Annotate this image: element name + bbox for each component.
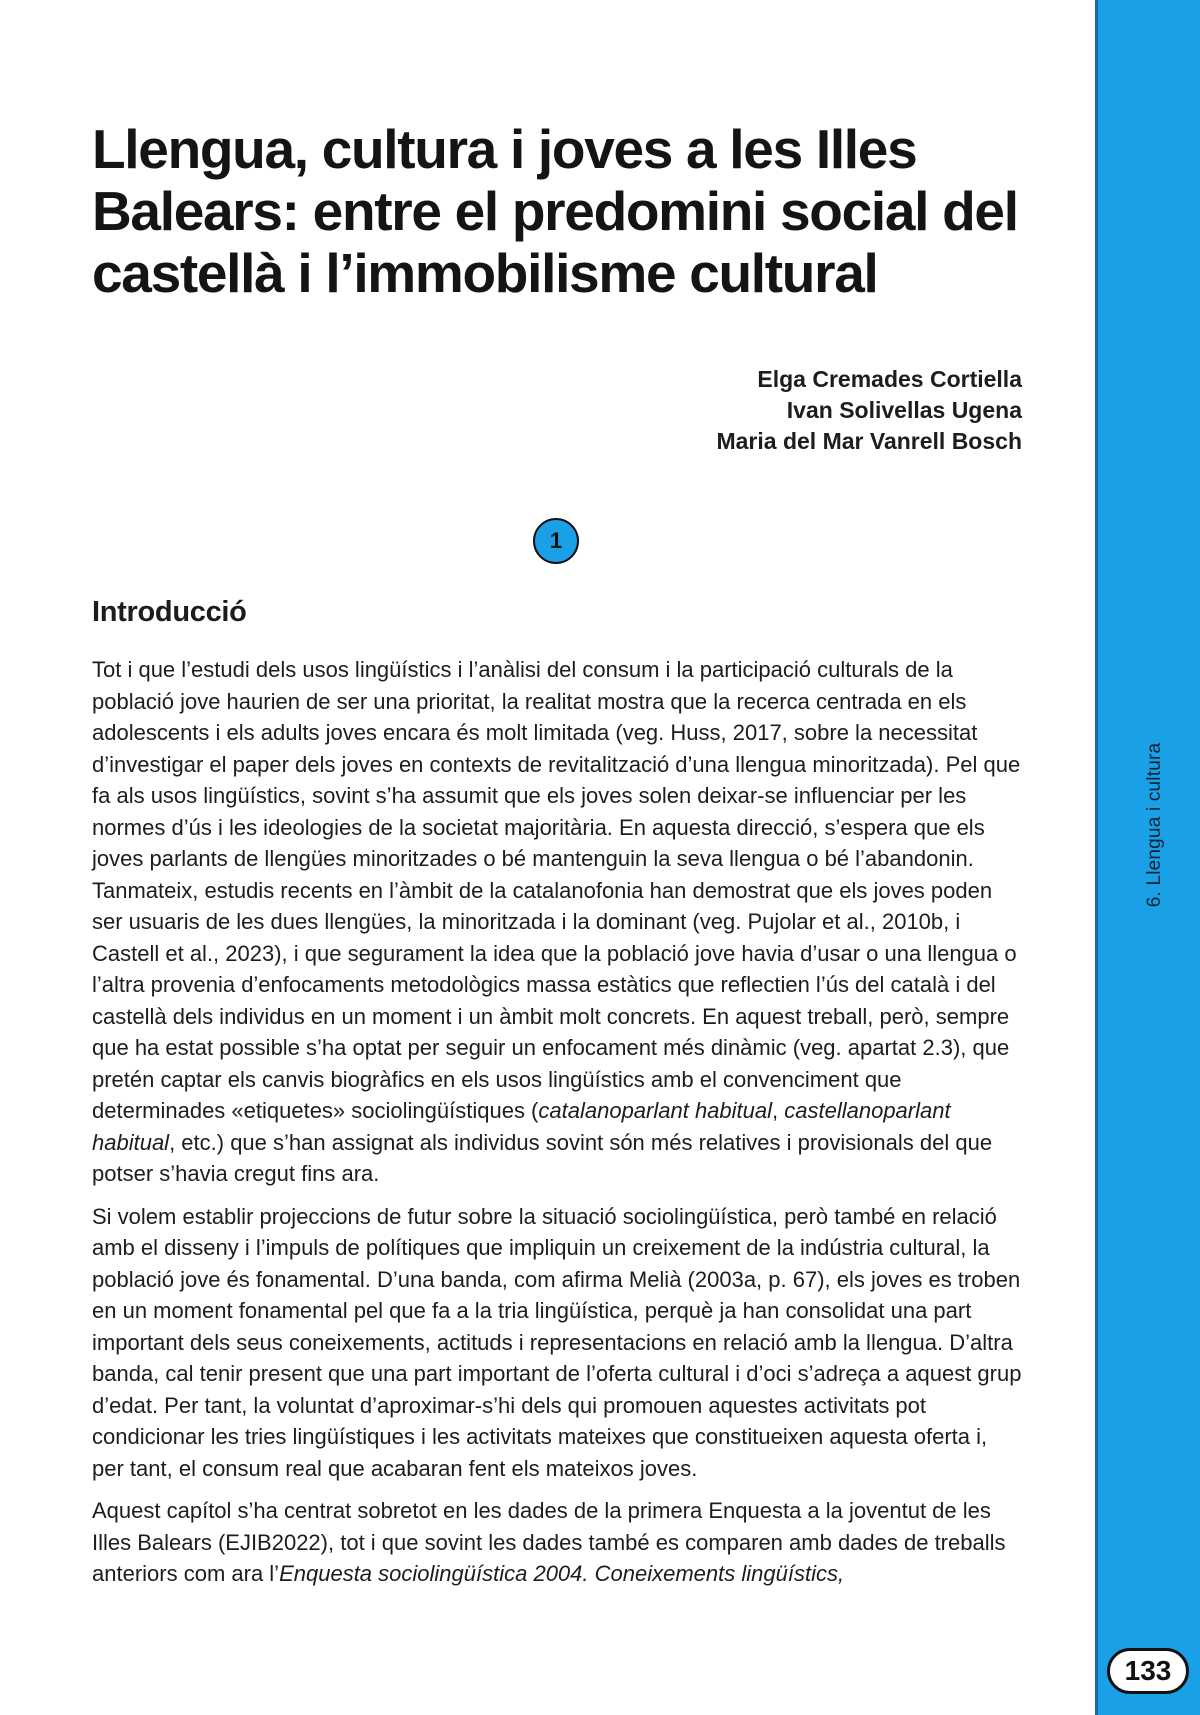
section-number-badge: 1 xyxy=(533,518,579,564)
author-name: Ivan Solivellas Ugena xyxy=(786,397,1022,423)
paragraph: Aquest capítol s’ha centrat sobretot en les dades de la primera Enquesta a la joventut de les Illes Balears (EJIB2022), tot i que sovint les dades també es comparen amb dades de treballs anteriors com ara l’Enquesta sociolingüística 2004. Coneixements lingüístics, xyxy=(92,1498,1006,1586)
italic-title: Enquesta sociolingüística 2004. Coneixements lingüístics, xyxy=(279,1561,845,1586)
body-text xyxy=(92,654,1024,1601)
author-list xyxy=(716,364,1022,457)
paragraph: Tot i que l’estudi dels usos lingüístics i l’anàlisi del consum i la participació culturals de la població jove haurien de ser una prioritat, la realitat mostra que la recerca centrada en els adolescents i els adults joves encara és molt limitada (veg. Huss, 2017, sobre la necessitat d’investigar el paper dels joves en contexts de revitalització d’una llengua minoritzada). Pel que fa als usos lingüístics, sovint s’ha assumit que els joves solen deixar-se influenciar per les normes d’ús i les ideologies de la societat majoritària. En aquesta direcció, s’espera que els joves parlants de llengües minoritzades o bé mantenguin la seva llengua o bé l’abandonin. Tanmateix, estudis recents en l’àmbit de la catalanofonia han demostrat que els joves poden ser usuaris de les dues llengües, la minoritzada i la dominant (veg. Pujolar et al., 2010b, i Castell et al., 2023), i que segurament la idea que la població jove havia d’usar o una llengua o l’altra provenia d’enfocaments metodològics massa estàtics que reflectien l’ús del català i del castellà dels individus en un moment i un àmbit molt concrets. En aquest treball, però, sempre que ha estat possible s’ha optat per seguir un enfocament més dinàmic (veg. apartat 2.3), que pretén captar els canvis biogràfics en els usos lingüístics amb el convenciment que determinades «etiquetes» sociolingüístiques (catalanoparlant habitual, castellanoparlant habitual, etc.) que s’han assignat als individus sovint són més relatives i provisionals del que potser s’havia cregut fins ara. xyxy=(92,657,1021,1186)
page-number: 133 xyxy=(1107,1648,1189,1694)
side-band-edge xyxy=(1095,0,1098,1715)
article-title: Llengua, cultura i joves a les Illes Balears: entre el predomini social del castellà i l’immobilisme cultural xyxy=(92,118,1018,304)
author-name: Elga Cremades Cortiella xyxy=(757,366,1022,392)
italic-term: castellanoparlant habitual xyxy=(92,1098,951,1155)
author-name: Maria del Mar Vanrell Bosch xyxy=(716,428,1022,454)
section-heading: Introducció xyxy=(92,596,247,628)
paragraph: Si volem establir projeccions de futur sobre la situació sociolingüística, però també en relació amb el disseny i l’impuls de polítiques que impliquin un creixement de la indústria cultural, la població jove és fonamental. D’una banda, com afirma Melià (2003a, p. 67), els joves es troben en un moment fonamental pel que fa a la tria lingüística, perquè ja han consolidat una part important dels seus coneixements, actituds i representacions en relació amb la llengua. D’altra banda, cal tenir present que una part important de l’oferta cultural i d’oci s’adreça a aquest grup d’edat. Per tant, la voluntat d’aproximar-s’hi dels qui promouen aquestes activitats pot condicionar les tries lingüístiques i les activitats mateixes que constitueixen aquesta oferta i, per tant, el consum real que acabaran fent els mateixos joves. xyxy=(92,1203,1022,1481)
chapter-label: 6. Llengua i cultura xyxy=(1144,742,1165,908)
italic-term: catalanoparlant habitual xyxy=(538,1098,773,1123)
